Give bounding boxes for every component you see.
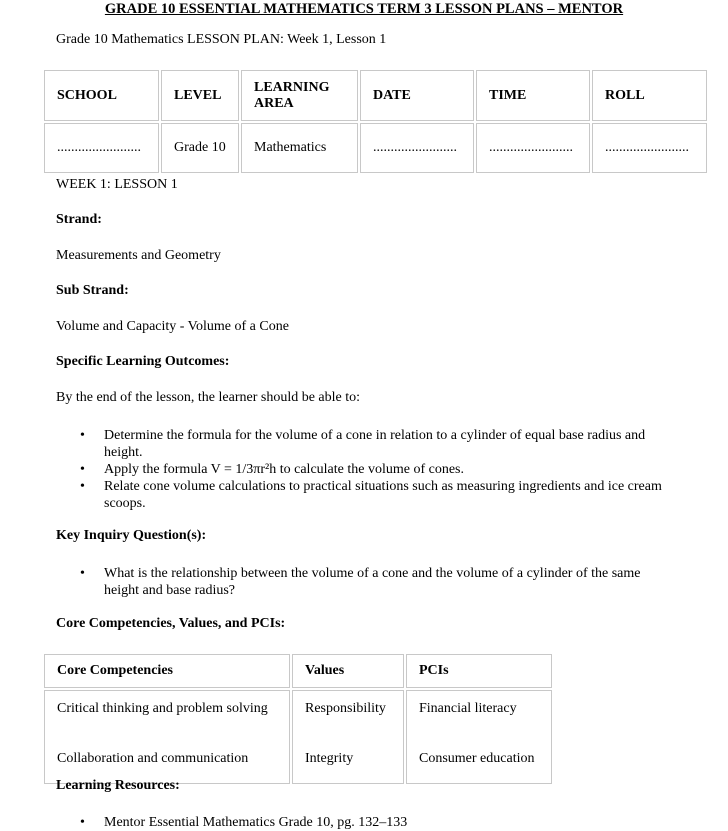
competencies-heading: Core Competencies, Values, and PCIs: — [56, 616, 286, 631]
sub-strand-heading: Sub Strand: — [56, 283, 129, 298]
outcomes-intro: By the end of the lesson, the learner should be able to: — [56, 390, 361, 405]
header-time: TIME — [476, 70, 590, 121]
sub-strand-text: Volume and Capacity - Volume of a Cone — [56, 319, 289, 334]
info-header-row — [44, 70, 707, 121]
resources-heading: Learning Resources: — [56, 778, 180, 793]
competencies-cell — [44, 690, 290, 784]
list-item: • Determine the formula for the volume of a cone in relation to a cylinder of equal base radius and height. — [56, 427, 676, 461]
pcis-cell — [406, 690, 552, 784]
inquiry-heading: Key Inquiry Question(s): — [56, 528, 207, 543]
values-cell — [292, 690, 404, 784]
header-values: Values — [292, 654, 404, 688]
list-item: • Apply the formula V = 1/3πr²h to calculate the volume of cones. — [56, 461, 676, 478]
header-core-competencies: Core Competencies — [44, 654, 290, 688]
pci-1: Financial literacy — [419, 701, 517, 716]
value-1: Responsibility — [305, 701, 386, 716]
list-item: • Mentor Essential Mathematics Grade 10, pg. 132–133 — [56, 814, 676, 831]
resources-list — [56, 814, 676, 831]
list-item: • Relate cone volume calculations to practical situations such as measuring ingredients and ice cream scoops. — [56, 478, 676, 512]
outcomes-list — [56, 427, 676, 512]
competencies-header-row — [44, 654, 552, 688]
competency-1: Critical thinking and problem solving — [57, 701, 268, 716]
header-level: LEVEL — [161, 70, 239, 121]
week-lesson-label: WEEK 1: LESSON 1 — [56, 177, 178, 192]
competencies-table — [42, 652, 554, 786]
header-learning-area: LEARNING AREA — [241, 70, 358, 121]
outcomes-heading: Specific Learning Outcomes: — [56, 354, 230, 369]
roll-value: ........................ — [592, 123, 707, 173]
header-date: DATE — [360, 70, 474, 121]
header-school: SCHOOL — [44, 70, 159, 121]
strand-heading: Strand: — [56, 212, 102, 227]
time-value: ........................ — [476, 123, 590, 173]
lesson-info-table — [42, 68, 709, 175]
learning-area-value: Mathematics — [241, 123, 358, 173]
value-2: Integrity — [305, 751, 354, 766]
date-value: ........................ — [360, 123, 474, 173]
inquiry-list — [56, 565, 676, 599]
header-roll: ROLL — [592, 70, 707, 121]
lesson-plan-subtitle: Grade 10 Mathematics LESSON PLAN: Week 1, Lesson 1 — [56, 32, 387, 47]
header-pcis: PCIs — [406, 654, 552, 688]
competency-2: Collaboration and communication — [57, 751, 249, 766]
info-value-row — [44, 123, 707, 173]
list-item: • What is the relationship between the volume of a cone and the volume of a cylinder of the same height and base radius? — [56, 565, 676, 599]
pci-2: Consumer education — [419, 751, 535, 766]
strand-text: Measurements and Geometry — [56, 248, 221, 263]
school-value: ........................ — [44, 123, 159, 173]
level-value: Grade 10 — [161, 123, 239, 173]
competencies-body-row — [44, 690, 552, 784]
document-title: GRADE 10 ESSENTIAL MATHEMATICS TERM 3 LESSON PLANS – MENTOR — [104, 1, 624, 17]
